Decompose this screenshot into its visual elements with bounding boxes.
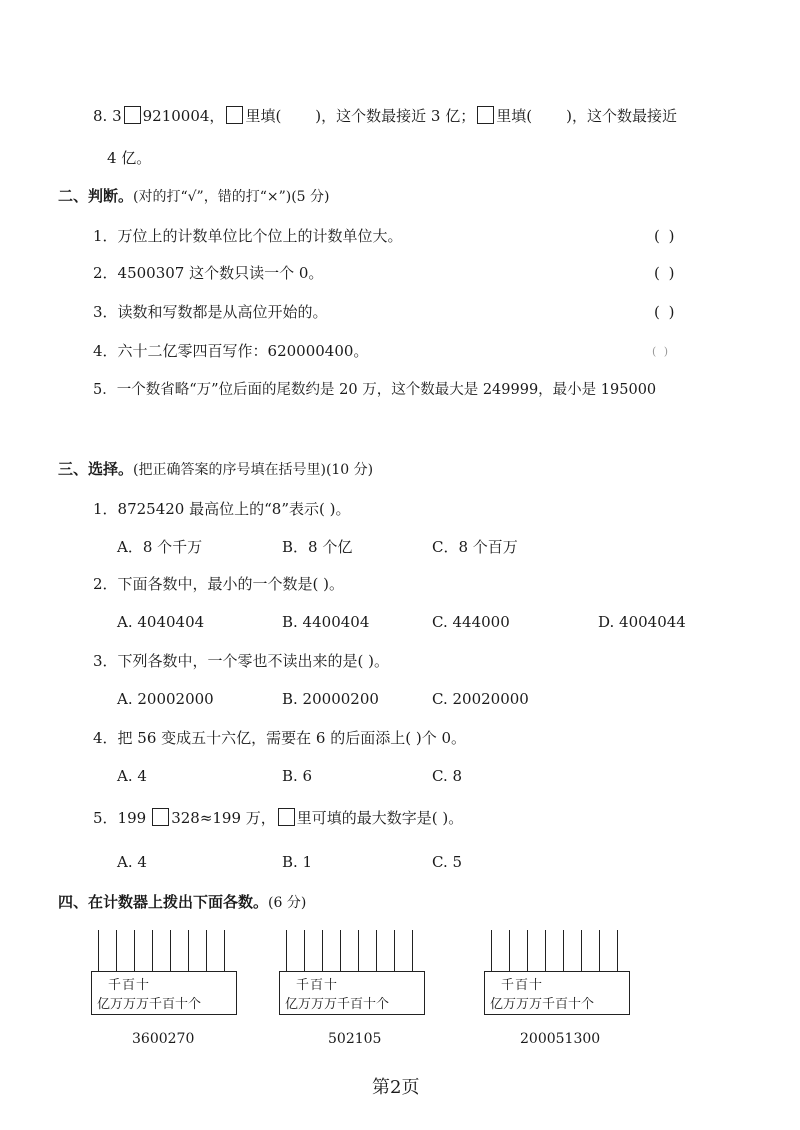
abacus-rod[interactable] (152, 930, 153, 972)
abacus-number-1: 3600270 (132, 1031, 195, 1047)
choice-4-option-b[interactable]: B. 6 (282, 767, 313, 785)
choice-2-option-a[interactable]: A. 4040404 (117, 613, 205, 631)
abacus-rod[interactable] (581, 930, 582, 972)
section2-note: (对的打“√”，错的打“×”)(5 分) (133, 189, 330, 205)
q8-blank-box-2[interactable] (226, 106, 243, 124)
choice-3-option-c[interactable]: C. 20020000 (432, 690, 529, 708)
section3-heading (58, 459, 373, 480)
section2-title: 二、判断。 (58, 187, 134, 205)
choice-2-option-b[interactable]: B. 4400404 (282, 613, 370, 631)
abacus-rod[interactable] (188, 930, 189, 972)
abacus-rod[interactable] (599, 930, 600, 972)
choice-1-option-c[interactable]: C．8 个百万 (432, 538, 518, 556)
q5-text-a: 5．199 (93, 809, 147, 827)
abacus-number-2: 502105 (328, 1031, 382, 1047)
choice-5-option-c[interactable]: C. 5 (432, 853, 463, 871)
section4-note: (6 分) (268, 895, 307, 911)
abacus-rod[interactable] (322, 930, 323, 972)
section4-title: 四、在计数器上拨出下面各数。 (58, 893, 269, 911)
choice-5-option-a[interactable]: A. 4 (117, 853, 147, 871)
abacus-3[interactable] (484, 930, 630, 1020)
q5-text-c: 里可填的最大数字是( )。 (296, 809, 464, 827)
abacus-rod[interactable] (527, 930, 528, 972)
q8-blank-box-1[interactable] (124, 106, 141, 124)
choice-4-option-c[interactable]: C. 8 (432, 767, 463, 785)
abacus-rod[interactable] (617, 930, 618, 972)
judge-item-1: 1．万位上的计数单位比个位上的计数单位大。 (93, 227, 403, 245)
q8-text-1: 9210004， (142, 107, 225, 125)
abacus-rod[interactable] (509, 930, 510, 972)
abacus-number-3: 200051300 (520, 1031, 601, 1047)
abacus-rod[interactable] (134, 930, 135, 972)
abacus-rod[interactable] (358, 930, 359, 972)
abacus-label-top: 千百十 (296, 978, 339, 993)
q5-blank-box-1[interactable] (152, 808, 169, 826)
abacus-rod[interactable] (491, 930, 492, 972)
choice-1-option-a[interactable]: A．8 个千万 (117, 538, 203, 556)
choice-question-5 (93, 808, 463, 828)
q8-prefix: 8. 3 (93, 107, 122, 125)
judge-item-4: 4．六十二亿零四百写作：620000400。 (93, 342, 369, 360)
abacus-label-bottom: 亿万万万千百十个 (490, 997, 595, 1012)
q5-text-b: 328≈199 万， (171, 809, 276, 827)
abacus-rod[interactable] (286, 930, 287, 972)
choice-1-option-b[interactable]: B．8 个亿 (282, 538, 353, 556)
q8-text-4: 里填( (496, 107, 533, 125)
choice-3-option-a[interactable]: A. 20002000 (117, 690, 214, 708)
abacus-rod[interactable] (394, 930, 395, 972)
abacus-frame (484, 971, 630, 1015)
q8-blank-box-3[interactable] (477, 106, 494, 124)
judge-item-3: 3．读数和写数都是从高位开始的。 (93, 303, 328, 321)
abacus-frame (279, 971, 425, 1015)
q5-blank-box-2[interactable] (278, 808, 295, 826)
abacus-rod[interactable] (412, 930, 413, 972)
abacus-rod[interactable] (98, 930, 99, 972)
abacus-1[interactable] (91, 930, 237, 1020)
choice-2-option-c[interactable]: C. 444000 (432, 613, 510, 631)
section2-heading (58, 186, 330, 207)
abacus-rod[interactable] (224, 930, 225, 972)
abacus-label-top: 千百十 (501, 978, 544, 993)
section3-note: (把正确答案的序号填在括号里)(10 分) (133, 462, 374, 478)
judge-item-5: 5．一个数省略“万”位后面的尾数约是 20 万，这个数最大是 249999，最小是 195000 (93, 382, 657, 398)
judge-paren-1[interactable]: ( ) (654, 227, 677, 245)
choice-3-option-b[interactable]: B. 20000200 (282, 690, 379, 708)
abacus-frame (91, 971, 237, 1015)
choice-question-1: 1．8725420 最高位上的“8”表示( )。 (93, 500, 351, 518)
judge-paren-3[interactable]: ( ) (654, 303, 677, 321)
abacus-rod[interactable] (206, 930, 207, 972)
choice-question-3: 3．下列各数中，一个零也不读出来的是( )。 (93, 652, 390, 670)
judge-paren-2[interactable]: ( ) (654, 264, 677, 282)
abacus-rod[interactable] (340, 930, 341, 972)
choice-5-option-b[interactable]: B. 1 (282, 853, 313, 871)
abacus-rod[interactable] (170, 930, 171, 972)
choice-2-option-d[interactable]: D. 4004044 (598, 613, 686, 631)
abacus-rod[interactable] (304, 930, 305, 972)
abacus-rod[interactable] (563, 930, 564, 972)
choice-4-option-a[interactable]: A. 4 (117, 767, 147, 785)
choice-question-2: 2．下面各数中，最小的一个数是( )。 (93, 575, 345, 593)
abacus-label-bottom: 亿万万万千百十个 (285, 997, 390, 1012)
abacus-label-bottom: 亿万万万千百十个 (97, 997, 202, 1012)
abacus-label-top: 千百十 (108, 978, 151, 993)
q8-line1 (93, 106, 677, 126)
abacus-rod[interactable] (376, 930, 377, 972)
choice-question-4: 4．把 56 变成五十六亿，需要在 6 的后面添上( )个 0。 (93, 729, 467, 747)
section3-title: 三、选择。 (58, 460, 134, 478)
q8-text-3: )，这个数最接近 3 亿； (315, 107, 476, 125)
q8-text-2: 里填( (245, 107, 282, 125)
judge-paren-4[interactable]: ( ) (652, 345, 671, 358)
abacus-rod[interactable] (116, 930, 117, 972)
page-number: 第2页 (372, 1077, 420, 1098)
judge-item-2: 2．4500307 这个数只读一个 0。 (93, 264, 324, 282)
abacus-2[interactable] (279, 930, 425, 1020)
section4-heading (58, 892, 306, 913)
q8-text-5: )，这个数最接近 (566, 107, 677, 125)
abacus-rod[interactable] (545, 930, 546, 972)
q8-line2: 4 亿。 (107, 149, 152, 167)
